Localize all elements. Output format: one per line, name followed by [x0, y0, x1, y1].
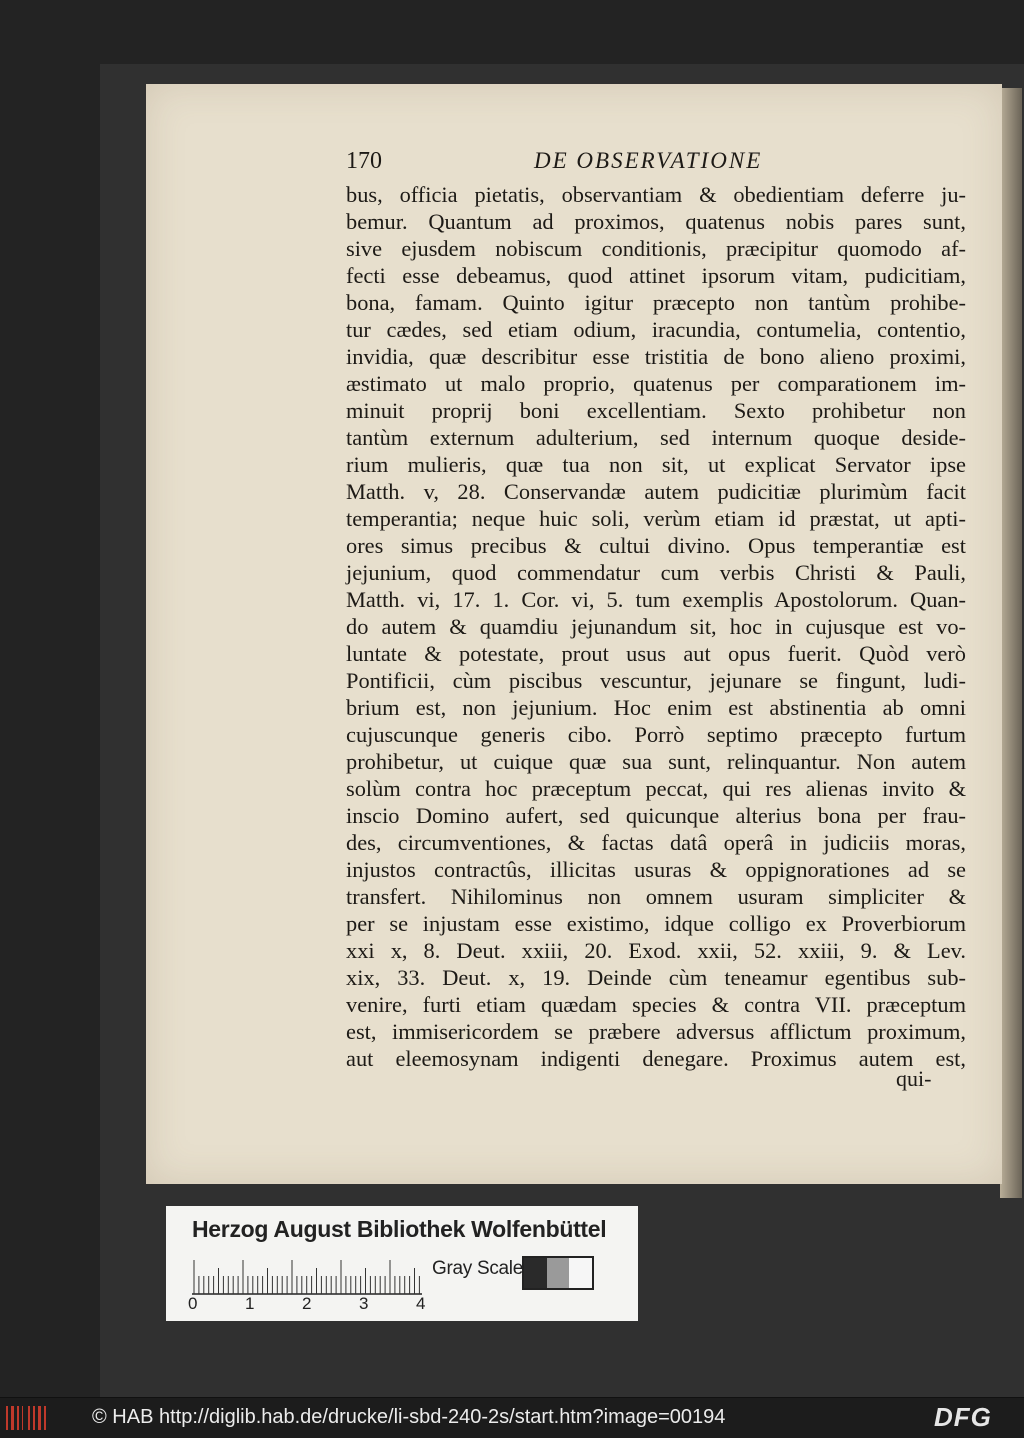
text-line: est, immisericordem se præbere adversus afflictum proximum, — [346, 1019, 966, 1044]
gray-scale-swatch — [522, 1256, 594, 1290]
text-line: temperantia; neque huic soli, verùm etiam id præstat, ut apti- — [346, 506, 966, 531]
ruler-label: 0 — [188, 1294, 198, 1313]
text-line: fecti esse debeamus, quod attinet ipsorum vitam, pudicitiam, — [346, 263, 966, 288]
ruler-label: 2 — [302, 1294, 312, 1313]
color-target-card — [166, 1206, 638, 1321]
text-line: minuit proprij boni excellentiam. Sexto prohibetur non — [346, 398, 966, 423]
gray-swatch — [524, 1258, 547, 1288]
text-line: injustos contractûs, illicitas usuras & oppignorationes ad se — [346, 857, 966, 882]
text-line: bus, officia pietatis, observantiam & obedientiam deferre ju- — [346, 182, 966, 207]
logo-bar — [6, 1406, 8, 1430]
text-line: xxi x, 8. Deut. xxiii, 20. Exod. xxii, 52. xxiii, 9. & Lev. — [346, 938, 966, 963]
text-line: bemur. Quantum ad proximos, quatenus nobis pares sunt, — [346, 209, 966, 234]
text-line: solùm contra hoc præceptum peccat, qui res alienas invito & — [346, 776, 966, 801]
text-line: tur cædes, sed etiam odium, iracundia, contumelia, contentio, — [346, 317, 966, 342]
text-line: Pontificii, cùm piscibus vescuntur, jejunare se fingunt, ludi- — [346, 668, 966, 693]
text-line: inscio Domino aufert, sed quicunque alterius bona per frau- — [346, 803, 966, 828]
page-header — [346, 148, 966, 178]
ruler-icon — [192, 1260, 422, 1296]
text-line: venire, furti etiam quædam species & contra VII. præceptum — [346, 992, 966, 1017]
text-line: transfert. Nihilominus non omnem usuram simpliciter & — [346, 884, 966, 909]
logo-bar — [33, 1406, 35, 1430]
text-line: Matth. v, 28. Conservandæ autem pudicitiæ plurimùm facit — [346, 479, 966, 504]
text-line: æstimato ut malo proprio, quatenus per comparationem im- — [346, 371, 966, 396]
page-edge — [1000, 88, 1022, 1198]
text-line: cujuscunque generis cibo. Porrò septimo præcepto furtum — [346, 722, 966, 747]
text-line: rium mulieris, quæ tua non sit, ut explicat Servator ipse — [346, 452, 966, 477]
text-line: do autem & quamdiu jejunandum sit, hoc in cujusque est vo- — [346, 614, 966, 639]
text-line: des, circumventiones, & factas datâ operâ in judiciis moras, — [346, 830, 966, 855]
logo-bar — [38, 1406, 41, 1430]
gray-swatch — [547, 1258, 570, 1288]
text-line: sive ejusdem nobiscum conditionis, præcipitur quomodo af- — [346, 236, 966, 261]
text-line: per se injustam esse existimo, idque colligo ex Proverbiorum — [346, 911, 966, 936]
ruler-labels — [184, 1294, 444, 1316]
gray-swatch — [569, 1258, 592, 1288]
text-line: brium est, non jejunium. Hoc enim est abstinentia ab omni — [346, 695, 966, 720]
text-line: prohibetur, ut cuique quæ sua sunt, relinquantur. Non autem — [346, 749, 966, 774]
gray-scale-label: Gray Scale — [432, 1258, 523, 1279]
text-line: aut eleemosynam indigenti denegare. Proximus autem est, — [346, 1046, 966, 1071]
running-head: DE OBSERVATIONE — [534, 148, 763, 173]
text-line: xix, 33. Deut. x, 19. Deinde cùm teneamur egentibus sub- — [346, 965, 966, 990]
viewer-footer — [0, 1397, 1024, 1438]
text-line: ores simus precibus & cultui divino. Opus temperantiæ est — [346, 533, 966, 558]
logo-bar — [11, 1406, 14, 1430]
logo-bar — [17, 1406, 19, 1430]
text-line: bona, famam. Quinto igitur præcepto non tantùm prohibe- — [346, 290, 966, 315]
text-line: invidia, quæ describitur esse tristitia de bono alieno proximi, — [346, 344, 966, 369]
ruler-label: 3 — [359, 1294, 369, 1313]
ruler-label: 4 — [416, 1294, 426, 1313]
footer-citation: © HAB http://diglib.hab.de/drucke/li-sbd-240-2s/start.htm?image=00194 — [92, 1406, 726, 1428]
library-name: Herzog August Bibliothek Wolfenbüttel — [192, 1216, 607, 1242]
logo-bar — [28, 1406, 30, 1430]
logo-bar — [44, 1406, 46, 1430]
ruler-label: 1 — [245, 1294, 255, 1313]
page-number: 170 — [346, 148, 382, 174]
text-line: tantùm externum adulterium, sed internum quoque deside- — [346, 425, 966, 450]
text-line: luntate & potestate, prout usus aut opus fuerit. Quòd verò — [346, 641, 966, 666]
hab-logo-icon — [6, 1404, 48, 1432]
dfg-logo: DFG — [934, 1402, 992, 1432]
page-body-text — [346, 181, 966, 1072]
logo-bar — [22, 1406, 23, 1430]
text-line: jejunium, quod commendatur cum verbis Christi & Pauli, — [346, 560, 966, 585]
catchword: qui- — [896, 1066, 932, 1091]
text-line: Matth. vi, 17. 1. Cor. vi, 5. tum exemplis Apostolorum. Quan- — [346, 587, 966, 612]
